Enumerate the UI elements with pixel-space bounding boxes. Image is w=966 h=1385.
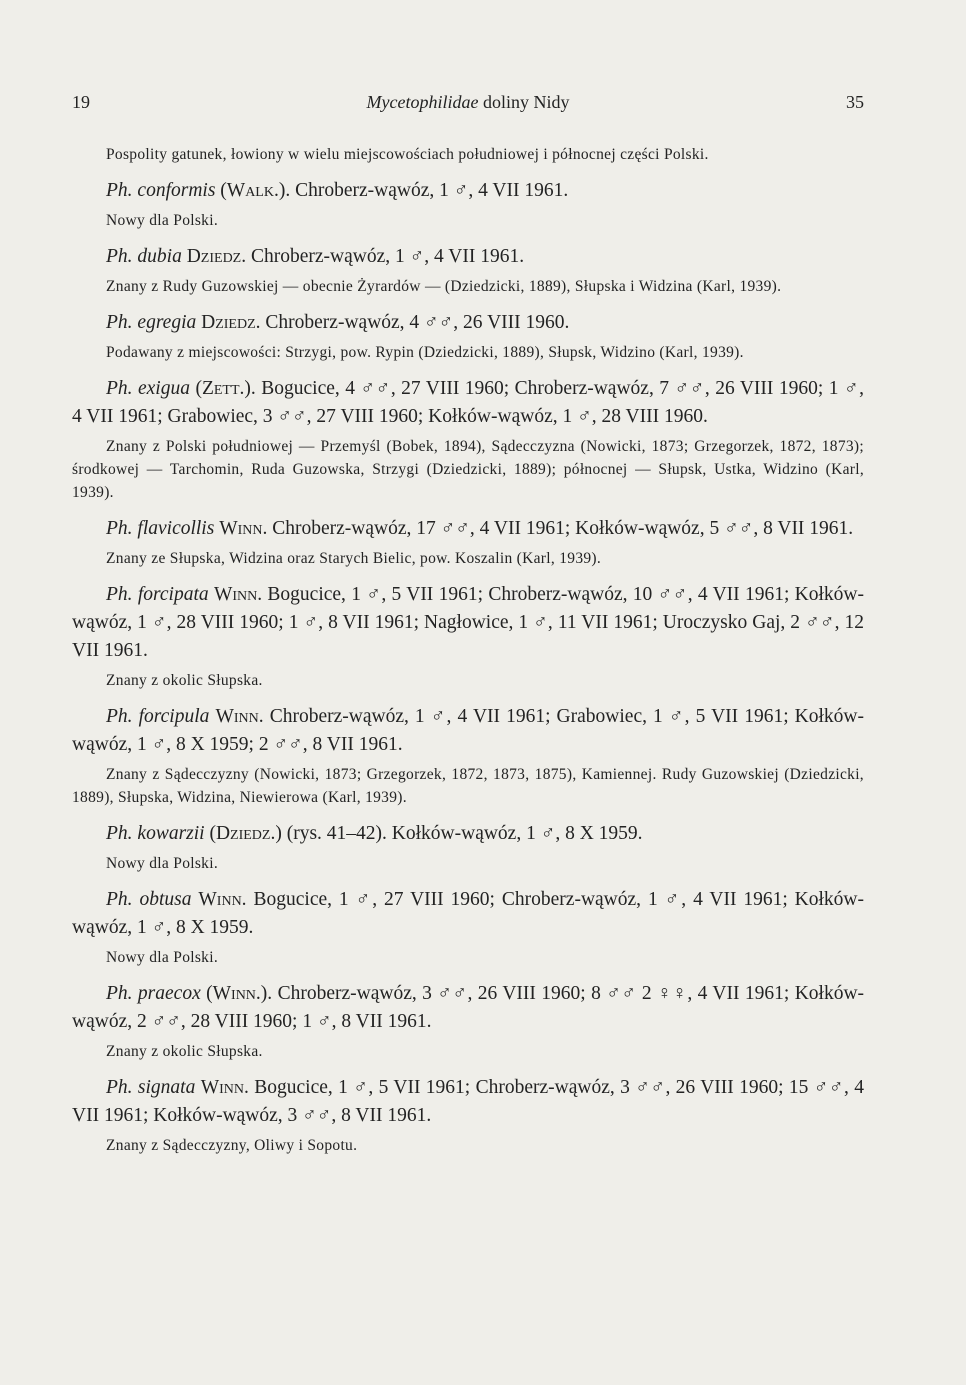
running-title-family: Mycetophilidae bbox=[366, 92, 479, 112]
running-title-rest: doliny Nidy bbox=[478, 92, 570, 112]
species-note: Znany ze Słupska, Widzina oraz Starych Bielic, pow. Koszalin (Karl, 1939). bbox=[106, 550, 602, 567]
intro-note: Pospolity gatunek, łowiony w wielu miejscowościach południowej i północnej części Polski. bbox=[106, 146, 709, 163]
species-entry bbox=[72, 703, 864, 759]
species-entry bbox=[72, 581, 864, 665]
species-note: Nowy dla Polski. bbox=[106, 949, 219, 966]
species-entry bbox=[72, 515, 864, 543]
right-page-number: 35 bbox=[846, 92, 864, 112]
species-author: (Winn.). bbox=[206, 983, 273, 1004]
species-note: Znany z okolic Słupska. bbox=[106, 1043, 263, 1060]
species-entry bbox=[72, 243, 864, 271]
species-author: (Walk.). bbox=[220, 180, 291, 201]
running-header bbox=[72, 92, 864, 122]
species-records: (rys. 41–42). Kołków-wąwóz, 1 ♂, 8 X 1959. bbox=[286, 823, 643, 844]
species-list bbox=[72, 177, 864, 1157]
species-name: Ph. forcipata bbox=[106, 584, 209, 605]
species-author: Winn. bbox=[198, 889, 247, 910]
species-note: Znany z Sądecczyzny (Nowicki, 1873; Grzegorzek, 1872, 1873, 1875), Kamiennej. Rudy Guzowskiej (Dziedzicki, 1889), Słupska, Widzina, Niewierowa (Karl, 1939). bbox=[72, 766, 864, 806]
species-records: Bogucice, 1 ♂, 27 VIII 1960; Chroberz-wąwóz, 1 ♂, 4 VII 1961; Kołków-wąwóz, 1 ♂, 8 X 1959. bbox=[72, 889, 865, 938]
species-name: Ph. exigua bbox=[106, 378, 190, 399]
species-entry bbox=[72, 309, 864, 337]
species-note: Znany z Rudy Guzowskiej — obecnie Żyrardów — (Dziedzicki, 1889), Słupska i Widzina (Karl, 1939). bbox=[106, 278, 782, 295]
species-entry bbox=[72, 375, 864, 431]
species-records: Chroberz-wąwóz, 17 ♂♂, 4 VII 1961; Kołków-wąwóz, 5 ♂♂, 8 VII 1961. bbox=[272, 518, 854, 539]
species-note: Nowy dla Polski. bbox=[106, 855, 219, 872]
species-records: Chroberz-wąwóz, 4 ♂♂, 26 VIII 1960. bbox=[265, 312, 570, 333]
species-entry bbox=[72, 177, 864, 205]
species-author: Dziedz. bbox=[186, 246, 247, 267]
species-name: Ph. signata bbox=[106, 1077, 196, 1098]
species-name: Ph. kowarzii bbox=[106, 823, 205, 844]
species-entry bbox=[72, 886, 864, 942]
left-page-number: 19 bbox=[72, 92, 90, 112]
species-entry bbox=[72, 980, 864, 1036]
running-title bbox=[72, 92, 864, 113]
species-entry bbox=[72, 1074, 864, 1130]
species-name: Ph. obtusa bbox=[106, 889, 192, 910]
species-records: Bogucice, 1 ♂, 5 VII 1961; Chroberz-wąwóz, 10 ♂♂, 4 VII 1961; Kołków-wąwóz, 1 ♂, 28 VIII 1960; 1 ♂, 8 VII 1961; Nagłowice, 1 ♂, 11 VII 1961; Uroczysko Gaj, 2 ♂♂, 12 VII 1961. bbox=[72, 584, 865, 661]
species-note: Znany z Sądecczyzny, Oliwy i Sopotu. bbox=[106, 1137, 358, 1154]
species-name: Ph. conformis bbox=[106, 180, 216, 201]
species-name: Ph. dubia bbox=[106, 246, 182, 267]
species-note: Znany z Polski południowej — Przemyśl (Bobek, 1894), Sądecczyzna (Nowicki, 1873; Grzegorzek, 1872, 1873); środkowej — Tarchomin, Ruda Guzowska, Strzygi (Dziedzicki, 1889); północnej — Słupsk, Ustka, Widzino (Karl, 1939). bbox=[72, 438, 864, 501]
species-author: Winn. bbox=[200, 1077, 249, 1098]
species-name: Ph. praecox bbox=[106, 983, 201, 1004]
species-note: Nowy dla Polski. bbox=[106, 212, 219, 229]
species-name: Ph. flavicollis bbox=[106, 518, 215, 539]
species-entry bbox=[72, 820, 864, 848]
species-records: Bogucice, 4 ♂♂, 27 VIII 1960; Chroberz-wąwóz, 7 ♂♂, 26 VIII 1960; 1 ♂, 4 VII 1961; Grabowiec, 3 ♂♂, 27 VIII 1960; Kołków-wąwóz, 1 ♂, 28 VIII 1960. bbox=[72, 378, 865, 427]
species-name: Ph. forcipula bbox=[106, 706, 210, 727]
species-note: Znany z okolic Słupska. bbox=[106, 672, 263, 689]
species-note: Podawany z miejscowości: Strzygi, pow. Rypin (Dziedzicki, 1889), Słupsk, Widzino (Karl, 1939). bbox=[106, 344, 744, 361]
species-name: Ph. egregia bbox=[106, 312, 197, 333]
species-author: (Zett.). bbox=[195, 378, 256, 399]
species-author: Winn. bbox=[219, 518, 268, 539]
species-records: Chroberz-wąwóz, 1 ♂, 4 VII 1961. bbox=[295, 180, 569, 201]
species-records: Chroberz-wąwóz, 1 ♂, 4 VII 1961; Grabowiec, 1 ♂, 5 VII 1961; Kołków-wąwóz, 1 ♂, 8 X 1959; 2 ♂♂, 8 VII 1961. bbox=[72, 706, 865, 755]
species-author: (Dziedz.) bbox=[209, 823, 282, 844]
page-body bbox=[72, 143, 864, 1157]
species-author: Dziedz. bbox=[201, 312, 261, 333]
species-author: Winn. bbox=[215, 706, 264, 727]
species-author: Winn. bbox=[213, 584, 263, 605]
species-records: Bogucice, 1 ♂, 5 VII 1961; Chroberz-wąwóz, 3 ♂♂, 26 VIII 1960; 15 ♂♂, 4 VII 1961; Kołków-wąwóz, 3 ♂♂, 8 VII 1961. bbox=[72, 1077, 864, 1126]
species-records: Chroberz-wąwóz, 3 ♂♂, 26 VIII 1960; 8 ♂♂ 2 ♀♀, 4 VII 1961; Kołków-wąwóz, 2 ♂♂, 28 VIII 1960; 1 ♂, 8 VII 1961. bbox=[72, 983, 865, 1032]
species-records: Chroberz-wąwóz, 1 ♂, 4 VII 1961. bbox=[250, 246, 525, 267]
